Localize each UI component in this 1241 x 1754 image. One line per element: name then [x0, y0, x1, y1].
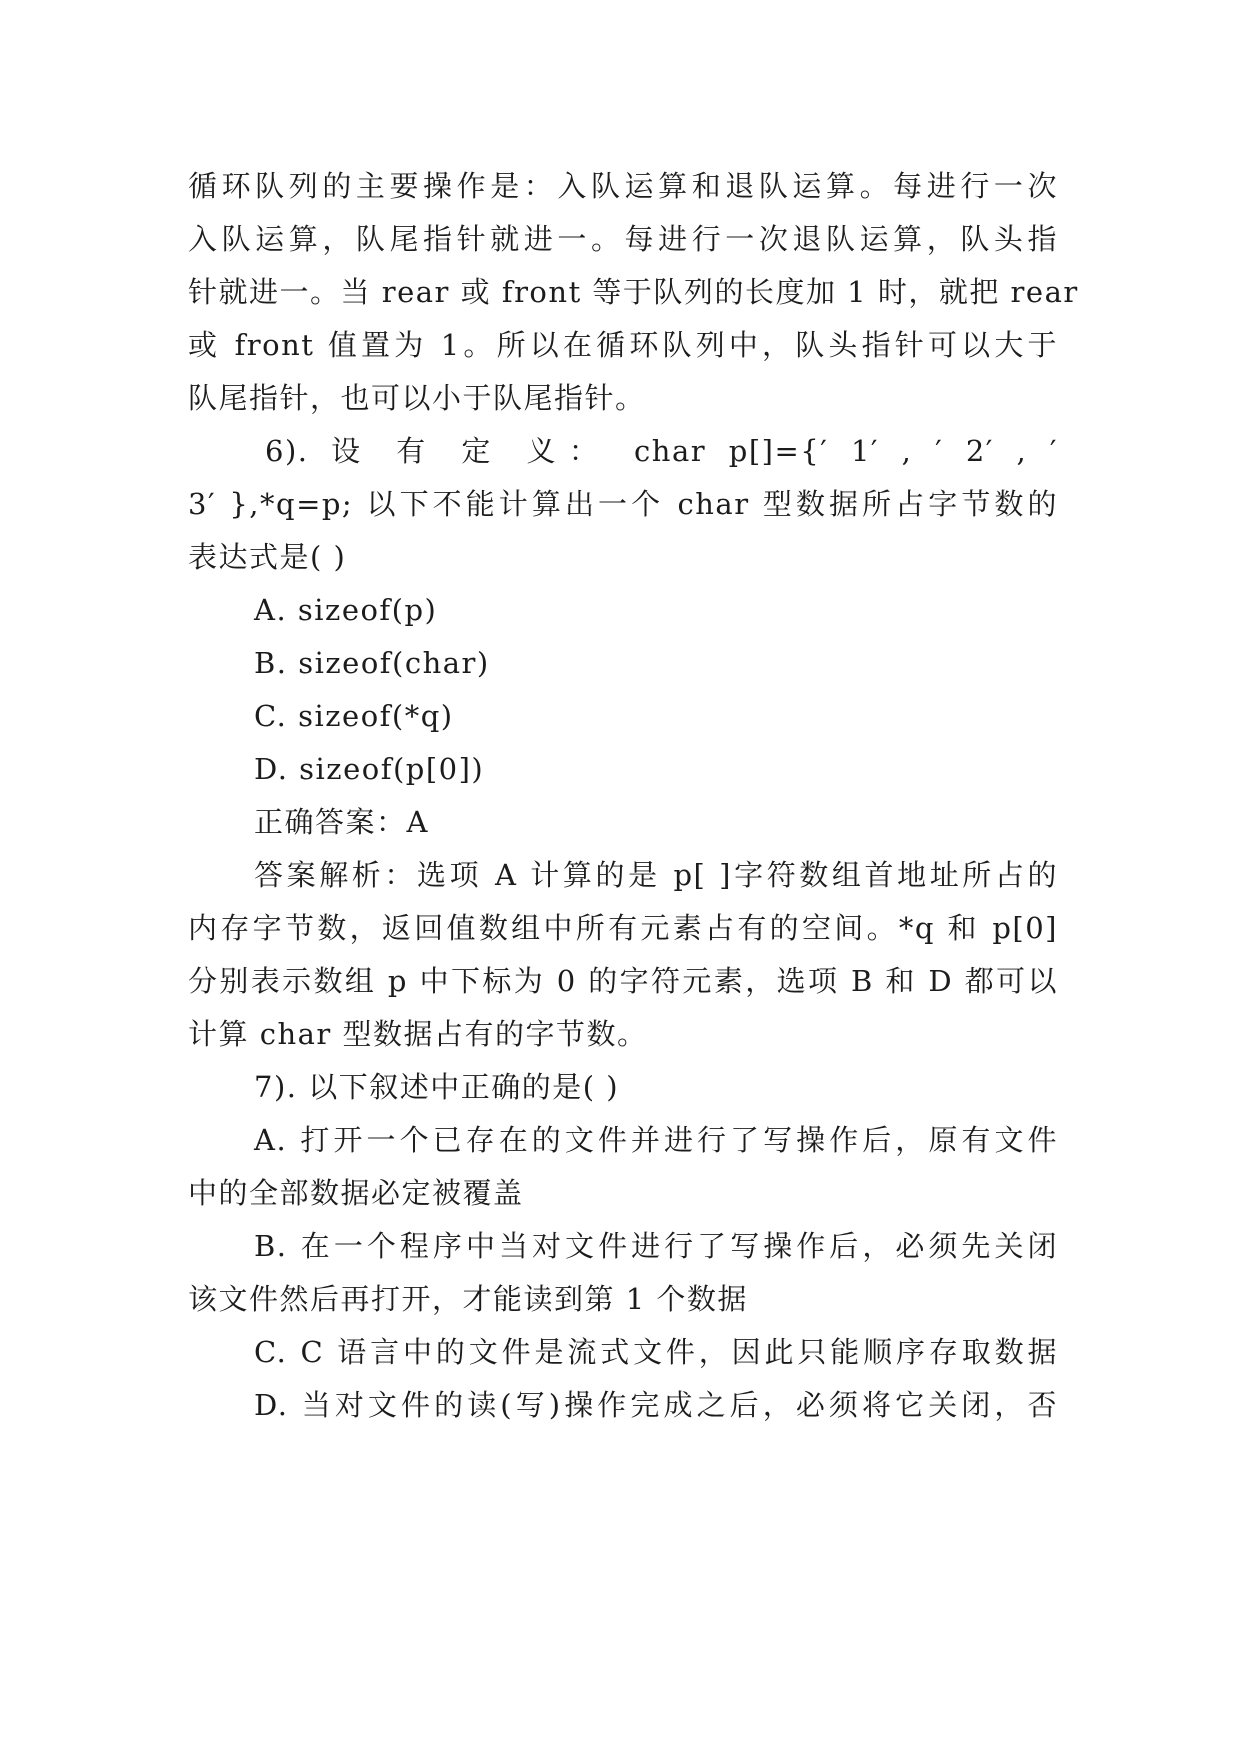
question-6-title-cont: 表达式是( ) [188, 540, 347, 574]
paragraph-line: 或 front 值置为 1。所以在循环队列中，队头指针可以大于 [188, 328, 1058, 362]
answer-explanation: 答案解析：选项 A 计算的是 p[ ]字符数组首地址所占的 [254, 858, 1058, 892]
paragraph-line: 队尾指针，也可以小于队尾指针。 [188, 381, 646, 415]
q7-option-a: A. 打开一个已存在的文件并进行了写操作后，原有文件 [254, 1123, 1058, 1157]
option-a: A. sizeof(p) [254, 593, 438, 627]
q7-option-c: C. C 语言中的文件是流式文件，因此只能顺序存取数据 [254, 1335, 1058, 1369]
answer-explanation-cont: 内存字节数，返回值数组中所有元素占有的空间。*q 和 p[0] [188, 911, 1058, 945]
paragraph-line: 针就进一。当 rear 或 front 等于队列的长度加 1 时，就把 rear [188, 275, 1079, 309]
option-c: C. sizeof(*q) [254, 699, 454, 733]
q7-option-a-cont: 中的全部数据必定被覆盖 [188, 1176, 524, 1210]
q7-option-b: B. 在一个程序中当对文件进行了写操作后，必须先关闭 [254, 1229, 1058, 1263]
paragraph-line: 循环队列的主要操作是：入队运算和退队运算。每进行一次 [188, 169, 1058, 203]
option-b: B. sizeof(char) [254, 646, 490, 680]
q7-option-d: D. 当对文件的读(写)操作完成之后，必须将它关闭，否 [254, 1388, 1058, 1422]
answer-explanation-cont: 计算 char 型数据占有的字节数。 [188, 1017, 648, 1051]
answer-explanation-cont: 分别表示数组 p 中下标为 0 的字符元素，选项 B 和 D 都可以 [188, 964, 1058, 998]
option-d: D. sizeof(p[0]) [254, 752, 485, 786]
paragraph-line: 入队运算，队尾指针就进一。每进行一次退队运算，队头指 [188, 222, 1058, 256]
question-6-title-cont: 3′ },*q=p; 以下不能计算出一个 char 型数据所占字节数的 [188, 487, 1058, 521]
question-6-title: 6). 设 有 定 义： char p[]={′ 1′ , ′ 2′ , ′ [265, 434, 1058, 468]
correct-answer: 正确答案：A [254, 805, 429, 839]
q7-option-b-cont: 该文件然后再打开，才能读到第 1 个数据 [188, 1282, 748, 1316]
question-7-title: 7). 以下叙述中正确的是( ) [254, 1070, 620, 1104]
